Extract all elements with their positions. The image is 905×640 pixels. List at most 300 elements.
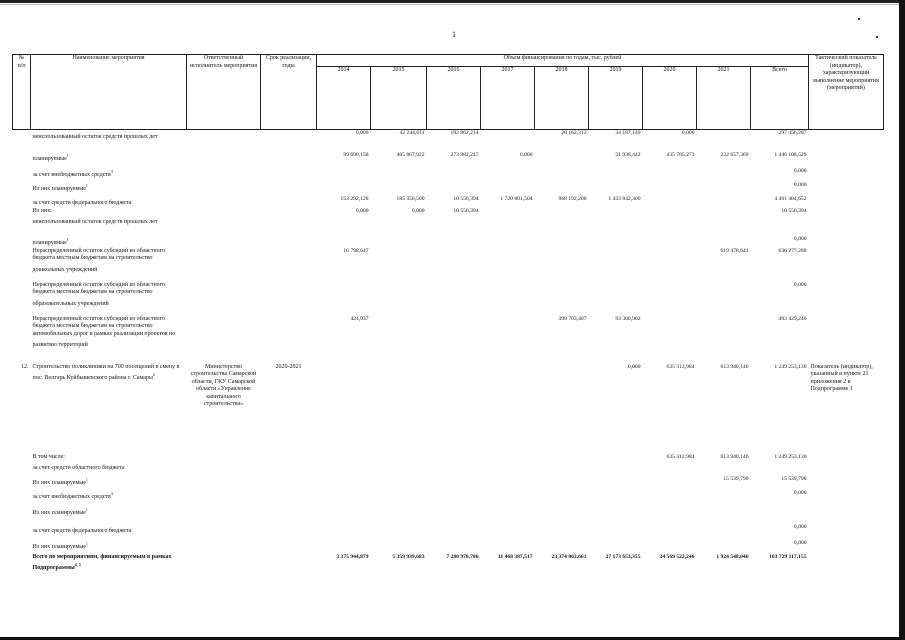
row-number [13,554,31,576]
amount-cell [643,248,697,282]
row-name: за счет внебюджетных средств [32,493,111,500]
amount-cell: 28 162,313 [561,130,587,136]
row-executor [187,506,261,524]
amount-cell: 10 556,394 [453,195,479,202]
row-name: Нераспределенный остаток субсидий из областного бюджета местным бюджетам на строительство автомобильных дорог в рамках реализации проектов по развитию территорий [32,315,176,348]
amount-cell [481,282,535,316]
table-row [13,364,884,454]
amount-cell: 0,000 [681,130,695,136]
table-row [13,554,884,576]
amount-cell [589,248,643,282]
header-year: 2016 [427,67,481,130]
amount-cell [589,168,643,182]
row-number [13,208,31,236]
amount-cell: 15 539,790 [781,475,807,482]
amount-cell: 424,937 [350,315,369,322]
amount-cell [317,476,371,490]
row-executor [187,208,261,236]
amount-cell: 273 882,247 [450,151,479,158]
row-indicator [809,540,884,554]
table-row [13,236,884,248]
row-term [261,524,317,540]
row-name: Из них планируемые [32,509,86,516]
amount-cell [697,490,751,506]
amount-cell [643,476,697,490]
amount-cell [589,208,643,236]
row-name-cell [31,248,187,282]
amount-cell [643,168,697,182]
row-indicator [809,196,884,208]
header-term: Срок реализации, годы [261,55,317,130]
amount-cell [535,454,589,476]
amount-cell [643,236,697,248]
amount-cell: 493 429,246 [778,315,807,322]
amount-cell [317,490,371,506]
row-number [13,490,31,506]
amount-cell: 192 862,214 [450,130,479,136]
table-row [13,540,884,554]
amount-cell: 10 556,394 [781,207,807,214]
amount-cell [427,540,481,554]
amount-cell [427,524,481,540]
header-name: Наименование мероприятия [31,55,187,130]
table-row [13,282,884,316]
amount-cell: 0,000 [793,181,807,188]
row-indicator [809,236,884,248]
amount-cell [427,316,481,364]
row-number [13,316,31,364]
amount-cell: 0,000 [793,167,807,174]
row-name: за счет средств федерального бюджета [32,527,132,534]
row-number [13,182,31,196]
amount-cell [371,282,427,316]
footnote-mark: 1 [85,506,88,512]
header-num: № п/п [13,55,31,130]
amount-cell [697,540,751,554]
amount-cell [643,182,697,196]
header-indicator: Тактический показатель (индикатор), характеризующий выполнение мероприятия (мероприятий) [809,55,884,130]
row-name: Нераспределенный остаток субсидий из областного бюджета местным бюджетам на строительство образовательных учреждений [32,281,165,307]
header-year: 2018 [535,67,589,130]
amount-cell: 27 173 653,355 [605,553,641,560]
row-name-cell [31,152,187,168]
amount-cell [589,454,643,476]
row-indicator [809,168,884,182]
row-name: Из них планируемые [32,543,86,550]
amount-cell [371,454,427,476]
row-indicator [809,248,884,282]
amount-cell: 0,000 [793,235,807,242]
amount-cell [427,364,481,454]
row-term [261,248,317,282]
row-executor [187,540,261,554]
amount-cell [481,364,535,454]
scan-right-edge [899,0,905,640]
amount-cell: 16 798,647 [343,247,369,254]
amount-cell [481,540,535,554]
amount-cell: 0,000 [519,151,533,158]
row-name-cell [31,316,187,364]
amount-cell: 0,000 [793,281,807,288]
header-executor: Ответственный исполнитель мероприятия [187,55,261,130]
amount-cell [317,540,371,554]
row-executor [187,524,261,540]
amount-cell [643,506,697,524]
scan-top-line [0,4,905,5]
row-number [13,248,31,282]
amount-cell [589,282,643,316]
amount-cell: 1 720 801,504 [500,195,533,202]
amount-cell [371,506,427,524]
row-term [261,540,317,554]
amount-cell: 10 556,394 [453,207,479,214]
amount-cell [481,490,535,506]
amount-cell: 1 446 108,529 [774,151,807,158]
amount-cell: 0,000 [627,363,641,370]
amount-cell: 0,000 [411,207,425,214]
row-number [13,130,31,152]
row-executor [187,316,261,364]
row-number [13,152,31,168]
amount-cell: 5 359 939,683 [392,553,425,560]
amount-cell: 103 729 117,155 [769,553,807,560]
row-name-cell [31,524,187,540]
footnote-mark: 1 [66,152,69,158]
amount-cell [481,248,535,282]
row-number [13,506,31,524]
amount-cell [535,476,589,490]
amount-cell [697,316,751,364]
row-executor [187,236,261,248]
amount-cell [589,476,643,490]
row-term [261,316,317,364]
amount-cell: 465 867,922 [396,151,425,158]
amount-cell: 0,000 [793,489,807,496]
row-executor [187,196,261,208]
amount-cell [535,506,589,524]
row-term [261,506,317,524]
row-indicator [809,130,884,152]
header-year: Всего [751,67,809,130]
amount-cell [317,524,371,540]
amount-cell [371,540,427,554]
amount-cell [643,490,697,506]
amount-cell [427,168,481,182]
header-year: 2017 [481,67,535,130]
footnote-mark: 3 [110,168,113,174]
table-row [13,182,884,196]
amount-cell [643,282,697,316]
row-number [13,282,31,316]
amount-cell: 7 280 978,786 [446,553,479,560]
amount-cell: 23 374 063,661 [551,553,587,560]
amount-cell: 1 924 548,046 [716,553,749,560]
amount-cell [643,540,697,554]
header-year: 2020 [643,67,697,130]
amount-cell [317,168,371,182]
row-term [261,454,317,476]
amount-cell [371,182,427,196]
amount-cell: 619 478,641 [720,247,749,254]
table-row [13,476,884,490]
amount-cell [697,524,751,540]
row-term [261,490,317,506]
amount-cell [697,130,751,152]
row-number: 12. [21,363,29,370]
row-term [261,168,317,182]
table-row [13,316,884,364]
amount-cell [481,454,535,476]
amount-cell [427,248,481,282]
table-row [13,130,884,152]
table-row [13,506,884,524]
row-name: Из них: неиспользованный остаток средств прошлых лет [32,207,158,225]
amount-cell [481,476,535,490]
row-name: Нераспределенный остаток субсидий из областного бюджета местным бюджетам на строительство дошкольных учреждений [32,247,165,273]
amount-cell [535,524,589,540]
amount-cell: 24 569 522,246 [659,553,695,560]
amount-cell [643,524,697,540]
footnote-mark: 1 [85,476,88,482]
row-name-cell [31,208,187,236]
amount-cell [535,152,589,168]
amount-cell: 635 312,984 [666,363,695,370]
amount-cell [643,196,697,208]
table-row [13,196,884,208]
scan-speck [876,36,878,38]
row-indicator [809,208,884,236]
row-number [13,524,31,540]
amount-cell [427,490,481,506]
amount-cell [535,208,589,236]
row-executor [187,130,261,152]
row-name-cell [31,236,187,248]
scan-top-edge [0,0,905,3]
row-name: Всего по мероприятиям, финансируемым в рамках Подпрограммы [32,553,172,571]
table-row [13,152,884,168]
row-term [261,196,317,208]
row-name-cell [31,196,187,208]
header-year: 2021 [697,67,751,130]
amount-cell: 185 356,500 [396,195,425,202]
page-number: 1 [452,30,456,39]
row-number [13,540,31,554]
row-number [13,454,31,476]
amount-cell [535,540,589,554]
amount-cell [427,476,481,490]
amount-cell [535,168,589,182]
row-indicator [809,506,884,524]
row-indicator [809,454,884,476]
header-funding: Объем финансирования по годам, тыс. рублей [317,55,809,67]
row-indicator [809,490,884,506]
amount-cell [751,506,809,524]
row-term [261,236,317,248]
row-indicator [809,316,884,364]
amount-cell [481,208,535,236]
row-executor [187,152,261,168]
row-name-cell [31,130,187,152]
amount-cell: 0,000 [793,539,807,546]
row-name: неиспользованный остаток средств прошлых лет [32,134,158,140]
amount-cell [317,506,371,524]
amount-cell [697,236,751,248]
amount-cell: 399 703,407 [558,315,587,322]
amount-cell [371,236,427,248]
amount-cell [481,130,535,152]
amount-cell: 968 192,200 [558,195,587,202]
amount-cell: 1 249 253,130 [774,363,807,370]
amount-cell [317,236,371,248]
footnote-mark: 1 [85,540,88,546]
row-indicator [809,524,884,540]
row-term [261,152,317,168]
amount-cell: 635 312,984 [666,453,695,460]
row-name: за счет внебюджетных средств [32,171,111,178]
amount-cell [589,524,643,540]
amount-cell [481,236,535,248]
amount-cell: 1 249 253,130 [774,453,807,460]
amount-cell [589,506,643,524]
footnote-mark: 1 [85,182,88,188]
amount-cell [371,248,427,282]
row-name-cell [31,182,187,196]
amount-cell [535,282,589,316]
header-year: 2014 [317,67,371,130]
amount-cell [481,524,535,540]
amount-cell: 0,000 [355,207,369,214]
row-indicator [809,476,884,490]
row-executor [187,168,261,182]
amount-cell [589,540,643,554]
amount-cell [371,364,427,454]
financing-table [12,54,884,576]
row-name-cell [31,476,187,490]
table-body [13,130,884,576]
row-number [13,236,31,248]
amount-cell: 34 187,149 [615,130,641,136]
row-name-cell [31,454,187,476]
row-name: планируемые [32,155,67,162]
table-row [13,454,884,476]
table-row [13,248,884,282]
amount-cell [643,316,697,364]
row-name-cell [31,554,187,576]
amount-cell [371,490,427,506]
table-row [13,208,884,236]
amount-cell: 3 375 944,879 [336,553,369,560]
row-executor [187,454,261,476]
amount-cell [317,282,371,316]
row-term [261,554,317,576]
amount-cell: 636 277,288 [778,247,807,254]
row-executor [187,282,261,316]
row-executor [187,554,261,576]
amount-cell [371,524,427,540]
row-name: Из них планируемые [32,185,86,192]
amount-cell [317,454,371,476]
row-term: 2020-2021 [275,363,302,370]
row-number [13,196,31,208]
amount-cell: 153 292,128 [340,195,369,202]
table-row [13,524,884,540]
amount-cell [535,236,589,248]
table-header [13,55,884,130]
amount-cell: 613 940,146 [720,453,749,460]
amount-cell: 222 657,369 [720,151,749,158]
table-row [13,490,884,506]
amount-cell [697,208,751,236]
row-term [261,282,317,316]
amount-cell: 99 690,158 [343,151,369,158]
amount-cell [427,506,481,524]
row-executor [187,248,261,282]
amount-cell [535,490,589,506]
amount-cell [317,364,371,454]
amount-cell [317,182,371,196]
amount-cell: 0,000 [355,130,369,136]
row-indicator [809,182,884,196]
amount-cell [371,316,427,364]
row-name-cell [31,168,187,182]
amount-cell: 613 940,146 [720,363,749,370]
amount-cell [643,208,697,236]
amount-cell [697,282,751,316]
amount-cell [697,196,751,208]
row-name-cell [31,364,187,454]
footnote-mark: 1 [66,236,69,242]
header-year: 2015 [371,67,427,130]
amount-cell [371,476,427,490]
amount-cell: 42 244,611 [399,130,425,136]
row-name: Из них планируемые [32,479,86,486]
row-executor [187,476,261,490]
amount-cell: 297 456,287 [778,130,807,136]
row-indicator [809,282,884,316]
amount-cell [427,182,481,196]
header-year: 2019 [589,67,643,130]
row-name: В том числе: за счет средств областного бюджета [32,453,125,471]
amount-cell [427,236,481,248]
row-number [13,476,31,490]
amount-cell [481,182,535,196]
table-row [13,168,884,182]
row-executor [187,182,261,196]
amount-cell [481,168,535,182]
amount-cell: 11 468 387,517 [497,553,533,560]
row-name: Строительство поликлиники на 700 посещений в смену в пос. Волгарь Куйбышевского района г. Самары [32,363,180,381]
row-indicator [809,554,884,576]
amount-cell [697,182,751,196]
amount-cell: 0,000 [793,523,807,530]
row-number [13,168,31,182]
row-term [261,476,317,490]
amount-cell [427,282,481,316]
amount-cell [481,316,535,364]
amount-cell: 435 785,273 [666,151,695,158]
row-term [261,182,317,196]
amount-cell [481,506,535,524]
amount-cell: 1 433 842,300 [608,195,641,202]
amount-cell [589,182,643,196]
amount-cell [589,236,643,248]
amount-cell [535,248,589,282]
amount-cell: 93 300,902 [615,315,641,322]
scan-speck [858,18,860,20]
amount-cell [697,168,751,182]
row-name-cell [31,282,187,316]
footnote-mark: 2 [152,372,155,377]
